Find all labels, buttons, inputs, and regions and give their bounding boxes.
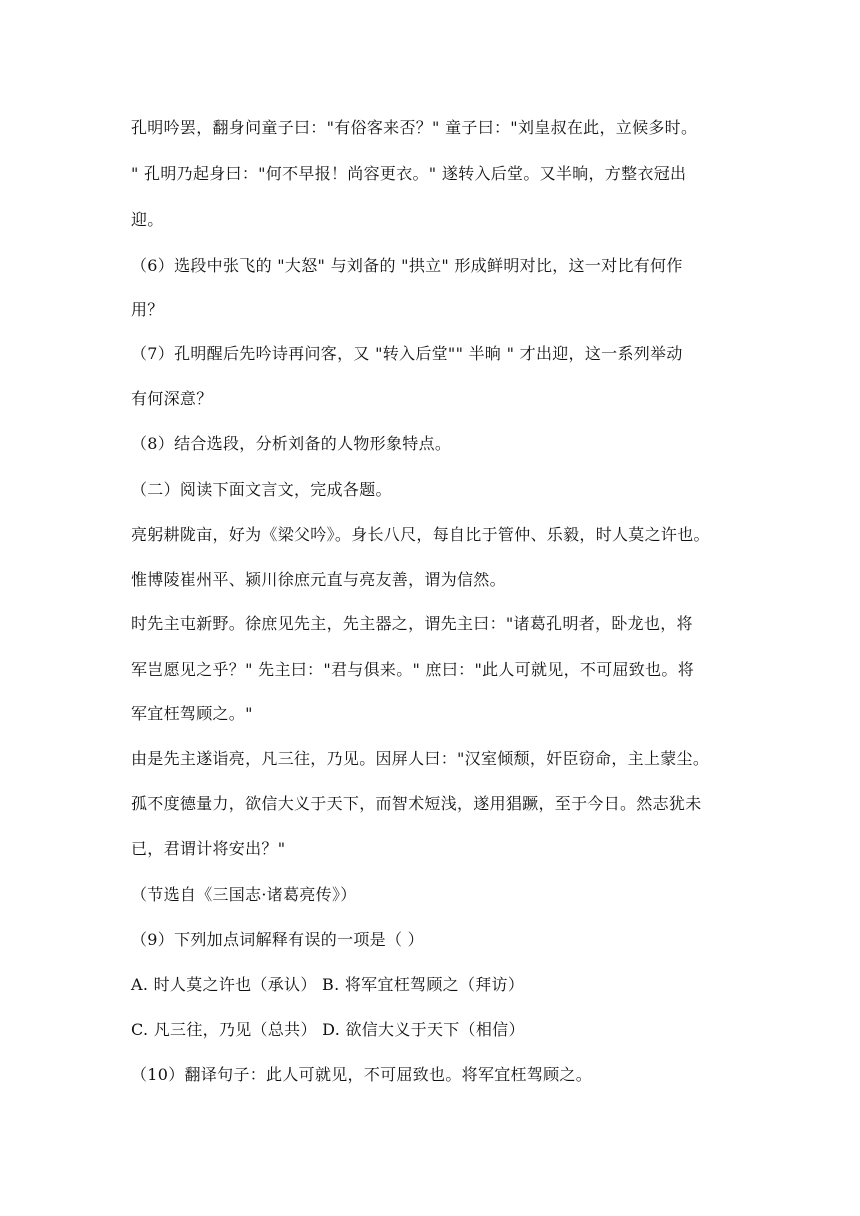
question-6-cont: 用？ <box>131 300 164 319</box>
question-9-options-ab: A. 时人莫之许也（承认） B. 将军宜枉驾顾之（拜访） <box>131 975 525 994</box>
text-line: 军宜枉驾顾之。" <box>131 704 253 723</box>
text-line: 亮躬耕陇亩，好为《梁父吟》。身长八尺，每自比于管仲、乐毅，时人莫之许也。 <box>131 525 710 544</box>
text-line: 时先主屯新野。徐庶见先主，先主器之，谓先主曰："诸葛孔明者，卧龙也，将 <box>131 614 693 633</box>
question-6: （6）选段中张飞的 "大怒" 与刘备的 "拱立" 形成鲜明对比，这一对比有何作 <box>131 256 683 275</box>
text-line: 已，君谓计将安出？" <box>131 839 286 858</box>
text-line: " 孔明乃起身曰："何不早报！尚容更衣。" 遂转入后堂。又半晌，方整衣冠出 <box>131 164 687 183</box>
question-9: （9）下列加点词解释有误的一项是（ ） <box>131 930 424 949</box>
question-9-options-cd: C. 凡三往，乃见（总共） D. 欲信大义于天下（相信） <box>131 1020 525 1039</box>
question-7: （7）孔明醒后先吟诗再问客，又 "转入后堂"" 半晌 " 才出迎，这一系列举动 <box>131 344 683 363</box>
text-line: 孤不度德量力，欲信大义于天下，而智术短浅，遂用猖蹶，至于今日。然志犹未 <box>131 794 702 813</box>
section-heading: （二）阅读下面文言文，完成各题。 <box>131 480 392 499</box>
text-line: 孔明吟罢，翻身问童子曰："有俗客来否？" 童子曰："刘皇叔在此，立候多时。 <box>131 118 698 137</box>
text-line: 惟博陵崔州平、颍川徐庶元直与亮友善，谓为信然。 <box>131 570 506 589</box>
question-7-cont: 有何深意？ <box>131 389 213 408</box>
text-line: 由是先主遂诣亮，凡三往，乃见。因屏人曰："汉室倾颓，奸臣窃命，主上蒙尘。 <box>131 749 710 768</box>
source-note: （节选自《三国志·诸葛亮传》） <box>131 885 357 904</box>
text-line: 军岂愿见之乎？" 先主曰："君与俱来。" 庶曰："此人可就见，不可屈致也。将 <box>131 660 695 679</box>
text-line: 迎。 <box>131 210 164 229</box>
question-10: （10）翻译句子：此人可就见，不可屈致也。将军宜枉驾顾之。 <box>131 1065 593 1084</box>
question-8: （8）结合选段，分析刘备的人物形象特点。 <box>131 434 452 453</box>
